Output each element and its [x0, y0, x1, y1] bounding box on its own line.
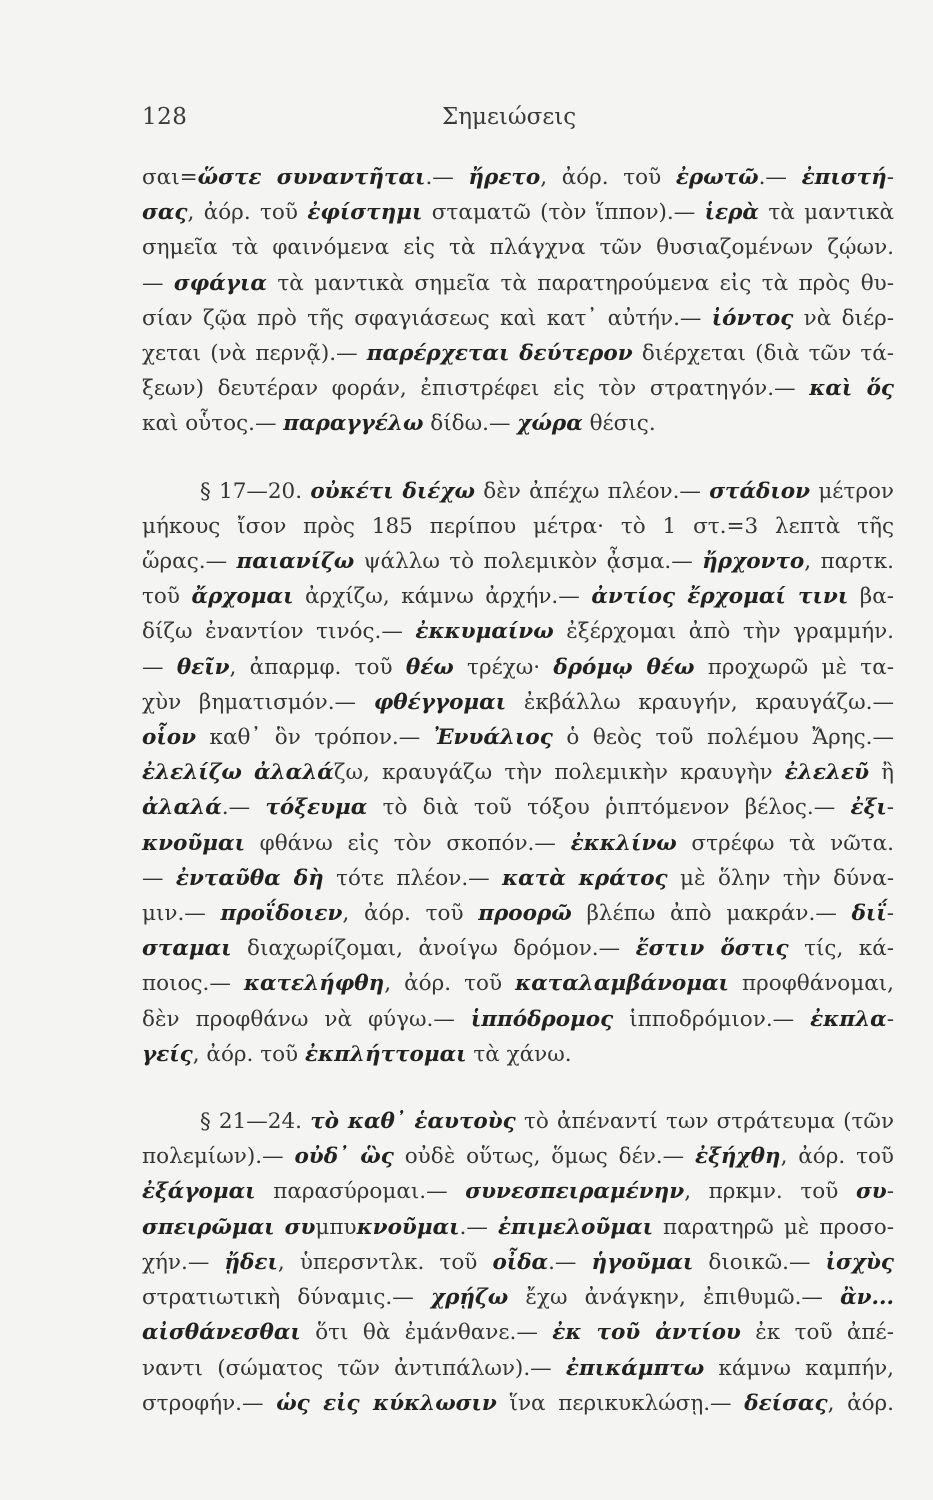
headword-term: καταλαμβάνομαι: [515, 971, 729, 997]
note-paragraph-3: [142, 1104, 894, 1421]
headword-term: ἐπιστή: [801, 165, 887, 190]
headword-term: παρέρχεται δεύτερον: [366, 341, 633, 367]
text-line: σας, ἀόρ. τοῦ ἐφίστημι σταματῶ (τὸν ἵππον).— ἱερὰ τὰ μαντικὰ: [142, 200, 894, 226]
headword-term: γείς: [142, 1041, 193, 1067]
headword-term: Ἐνυάλιος: [433, 725, 553, 751]
paragraph-gap: [142, 442, 894, 474]
headword-term: ἐκκυμαίνω: [415, 619, 554, 645]
headword-term: σας: [142, 200, 188, 226]
headword-term: δείσας: [744, 1390, 828, 1416]
notes-body: [142, 160, 894, 1421]
text-line: χήν.— ᾔδει, ὑπερσντλκ. τοῦ οἶδα.— ἡγοῦμαι διοικῶ.— ἰσχὺς: [142, 1249, 894, 1275]
headword-term: οἷον: [142, 725, 197, 751]
text-line: στρατιωτικὴ δύναμις.— χρῄζω ἔχω ἀνάγκην, ἐπιθυμῶ.— ἂν...: [142, 1285, 894, 1311]
text-line: σταμαι διαχωρίζομαι, ἀνοίγω δρόμον.— ἔστιν ὅστις τίς, κά-: [142, 936, 895, 962]
text-line: ξεων) δευτέραν φοράν, ἐπιστρέφει εἰς τὸν στρατηγόν.— καὶ ὅς: [142, 376, 895, 402]
headword-term: οἶδα: [492, 1249, 549, 1275]
headword-term: χώρα: [517, 411, 583, 437]
text-line: ποιος.— κατελήφθη, ἀόρ. τοῦ καταλαμβάνομαι προφθάνομαι,: [142, 971, 894, 997]
headword-term: ἀλαλά: [254, 760, 334, 786]
text-line: σπειρῶμαι συμπυκνοῦμαι.— ἐπιμελοῦμαι παρατηρῶ μὲ προσο-: [142, 1214, 894, 1240]
text-line: οἷον καθ᾽ ὃν τρόπον.— Ἐνυάλιος ὁ θεὸς τοῦ πολέμου Ἄρης.—: [142, 725, 895, 751]
headword-term: οὐδ᾽ ὣς: [294, 1144, 394, 1170]
headword-term: ὥστε συναντῆται: [197, 165, 426, 190]
text-line: στροφήν.— ὡς εἰς κύκλωσιν ἵνα περικυκλώσῃ.— δείσας, ἀόρ.: [142, 1390, 895, 1416]
note-paragraph-1: [142, 160, 894, 442]
headword-term: ἐπιμελοῦμαι: [497, 1214, 653, 1240]
headword-term: διΐ: [851, 901, 887, 927]
headword-term: ἐρωτῶ: [675, 165, 759, 190]
headword-term: χρῄζω: [430, 1285, 509, 1311]
headword-term: ἄρχομαι: [191, 584, 294, 610]
headword-term: συ: [855, 1179, 887, 1205]
note-paragraph-2: [142, 474, 894, 1072]
text-line: χεται (νὰ περνᾷ).— παρέρχεται δεύτερον διέρχεται (διὰ τῶν τά-: [142, 341, 894, 367]
headword-term: προΐδοιεν: [220, 901, 343, 927]
text-line: κνοῦμαι φθάνω εἰς τὸν σκοπόν.— ἐκκλίνω στρέφω τὰ νῶτα.: [142, 830, 894, 856]
text-line: χὺν βηματισμόν.— φθέγγομαι ἐκβάλλω κραυγήν, κραυγάζω.—: [142, 689, 894, 715]
page-header: [142, 104, 893, 144]
text-line: δίζω ἐναντίον τινός.— ἐκκυμαίνω ἐξέρχομαι ἀπὸ τὴν γραμμήν.: [142, 619, 894, 645]
headword-term: συ: [284, 1214, 316, 1240]
headword-term: ἐπικάμπτω: [565, 1355, 705, 1381]
text-line: σίαν ζῷα πρὸ τῆς σφαγιάσεως καὶ κατ᾽ αὐτήν.— ἰόντος νὰ διέρ-: [142, 305, 894, 331]
headword-term: ἐλελίζω: [142, 760, 242, 786]
text-line: τοῦ ἄρχομαι ἀρχίζω, κάμνω ἀρχήν.— ἀντίος ἔρχομαί τινι βα-: [142, 584, 894, 610]
headword-term: ἐξήχθη: [695, 1144, 781, 1170]
headword-term: ἀντίος ἔρχομαί τινι: [591, 584, 849, 610]
headword-term: ἰόντος: [711, 305, 794, 331]
text-line: — θεῖν, ἀπαρμφ. τοῦ θέω τρέχω· δρόμῳ θέω προχωρῶ μὲ τα-: [142, 654, 894, 680]
text-line: ἀλαλά.— τόξευμα τὸ διὰ τοῦ τόξου ῥιπτόμενον βέλος.— ἐξι-: [142, 795, 895, 821]
text-line: — ἐνταῦθα δὴ τότε πλέον.— κατὰ κράτος μὲ ὅλην τὴν δύνα-: [142, 865, 894, 891]
headword-term: τὸ καθ᾽ ἑαυτοὺς: [310, 1109, 516, 1135]
headword-term: ἰσχὺς: [825, 1249, 894, 1275]
headword-term: ἐκ τοῦ ἀντίου: [552, 1320, 741, 1346]
text-line: ὥρας.— παιανίζω ψάλλω τὸ πολεμικὸν ᾆσμα.— ἤρχοντο, παρτκ.: [142, 549, 895, 575]
headword-term: δρόμῳ θέω: [553, 654, 695, 680]
headword-term: ἐξάγομαι: [142, 1179, 256, 1205]
headword-term: κνοῦμαι: [356, 1214, 460, 1240]
text-line: σαι=ὥστε συναντῆται.— ἤρετο, ἀόρ. τοῦ ἐρωτῶ.— ἐπιστή-: [142, 165, 894, 190]
text-line: μήκους ἴσον πρὸς 185 περίπου μέτρα· τὸ 1 στ.=3 λεπτὰ τῆς: [142, 513, 894, 539]
headword-term: οὐκέτι διέχω: [310, 478, 475, 504]
headword-term: ἀλαλά: [142, 795, 222, 821]
headword-term: προορῶ: [478, 901, 572, 927]
text-line: καὶ οὗτος.— παραγγέλω δίδω.— χώρα θέσις.: [142, 411, 656, 437]
headword-term: ἱερὰ: [704, 200, 759, 226]
text-line: — σφάγια τὰ μαντικὰ σημεῖα τὰ παρατηρούμενα εἰς τὰ πρὸς θυ-: [142, 270, 894, 296]
headword-term: κατελήφθη: [243, 971, 385, 997]
headword-term: θέω: [405, 654, 454, 680]
paragraph-gap: [142, 1072, 894, 1104]
text-line: δὲν προφθάνω νὰ φύγω.— ἱππόδρομος ἱπποδρόμιον.— ἐκπλα-: [142, 1006, 894, 1032]
headword-term: αἰσθάνεσθαι: [142, 1320, 301, 1346]
headword-term: συνεσπειραμένην: [465, 1179, 685, 1205]
text-line: § 17—20. οὐκέτι διέχω δὲν ἀπέχω πλέον.— στάδιον μέτρον: [200, 478, 894, 504]
headword-term: ἂν...: [840, 1285, 894, 1311]
headword-term: σπειρῶμαι: [142, 1214, 275, 1240]
text-line: μιν.— προΐδοιεν, ἀόρ. τοῦ προορῶ βλέπω ἀπὸ μακράν.— διΐ-: [142, 901, 894, 927]
headword-term: ἐκκλίνω: [570, 830, 677, 856]
page-number: 128: [142, 104, 188, 130]
text-line: πολεμίων).— οὐδ᾽ ὣς οὐδὲ οὕτως, ὅμως δέν.— ἐξήχθη, ἀόρ. τοῦ: [142, 1144, 894, 1170]
text-line: ἐξάγομαι παρασύρομαι.— συνεσπειραμένην, πρκμν. τοῦ συ-: [142, 1179, 894, 1205]
headword-term: ἔστιν ὅστις: [635, 936, 789, 962]
text-line: αἰσθάνεσθαι ὅτι θὰ ἐμάνθανε.— ἐκ τοῦ ἀντίου ἐκ τοῦ ἀπέ-: [142, 1320, 894, 1346]
headword-term: ἤρχοντο: [702, 549, 805, 575]
headword-term: ἡγοῦμαι: [591, 1249, 694, 1275]
headword-term: κνοῦμαι: [142, 830, 245, 856]
headword-term: σφάγια: [173, 270, 267, 296]
text-line: ἐλελίζω ἀλαλάζω, κραυγάζω τὴν πολεμικὴν κραυγὴν ἐλελεῦ ἢ: [142, 760, 894, 786]
headword-term: τόξευμα: [265, 795, 368, 821]
headword-term: ἐφίστημι: [307, 200, 423, 226]
text-line: σημεῖα τὰ φαινόμενα εἰς τὰ πλάγχνα τῶν θυσιαζομένων ζῴων.: [142, 235, 894, 261]
headword-term: φθέγγομαι: [373, 689, 507, 715]
text-line: § 21—24. τὸ καθ᾽ ἑαυτοὺς τὸ ἀπέναντί των στράτευμα (τῶν: [200, 1109, 895, 1135]
text-line: γείς, ἀόρ. τοῦ ἐκπλήττομαι τὰ χάνω.: [142, 1041, 572, 1067]
headword-term: στάδιον: [709, 478, 811, 504]
headword-term: ἱππόδρομος: [470, 1006, 614, 1032]
headword-term: ἤρετο: [468, 165, 541, 190]
headword-term: ἐξι: [850, 795, 887, 821]
running-head: Σημειώσεις: [442, 104, 577, 130]
headword-term: σταμαι: [142, 936, 232, 962]
headword-term: ἐκπλήττομαι: [304, 1041, 467, 1067]
headword-term: ἐκπλα: [810, 1006, 887, 1032]
headword-term: ἐνταῦθα δὴ: [175, 865, 324, 891]
headword-term: θεῖν: [176, 654, 230, 680]
headword-term: ἐλελεῦ: [784, 760, 869, 786]
headword-term: ὡς εἰς κύκλωσιν: [276, 1390, 497, 1416]
text-line: ναντι (σώματος τῶν ἀντιπάλων).— ἐπικάμπτω κάμνω καμπήν,: [142, 1355, 895, 1381]
headword-term: ᾔδει: [224, 1249, 278, 1275]
headword-term: παραγγέλω: [283, 411, 424, 437]
headword-term: παιανίζω: [236, 549, 355, 575]
headword-term: καὶ ὅς: [809, 376, 895, 402]
headword-term: κατὰ κράτος: [502, 865, 668, 891]
